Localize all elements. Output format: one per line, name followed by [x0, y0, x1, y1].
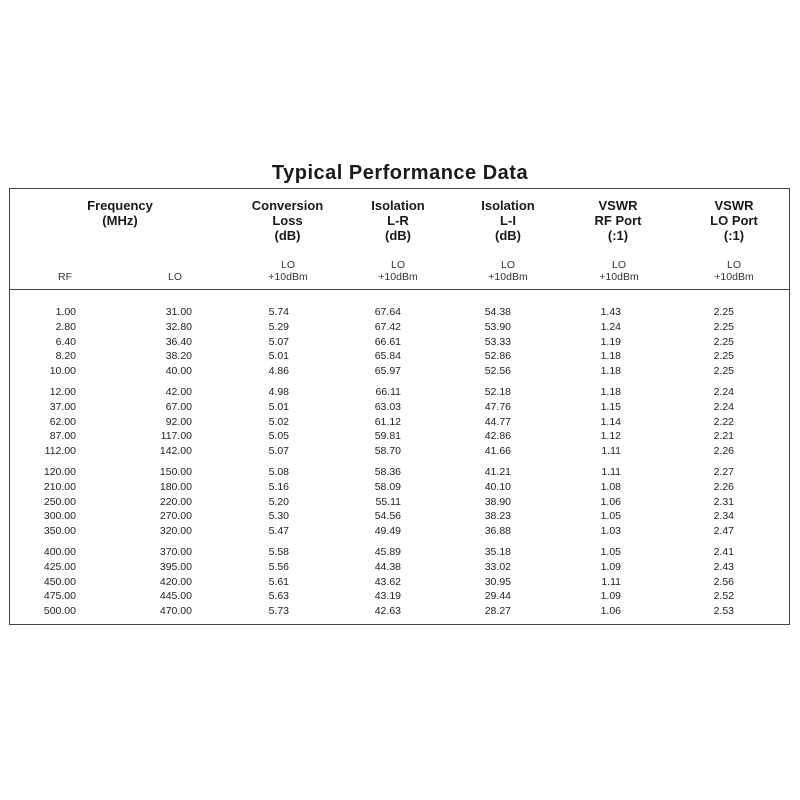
- table-row: [10, 480, 734, 495]
- table-cell: 370.00: [159, 545, 192, 558]
- table-row: [10, 495, 734, 510]
- table-cell: 120.00: [43, 465, 76, 478]
- table-cell: 5.74: [268, 306, 289, 318]
- table-cell: 2.21: [713, 430, 734, 443]
- table-cell: 42.63: [374, 605, 401, 618]
- table-cell: 1.15: [600, 400, 621, 413]
- table-row: [10, 604, 734, 619]
- table-cell: 53.33: [484, 335, 511, 348]
- table-cell: 395.00: [159, 560, 192, 573]
- table-cell: 1.03: [600, 525, 621, 538]
- table-cell: 41.66: [484, 445, 511, 458]
- table-cell: 52.86: [484, 350, 511, 363]
- table-cell: 59.81: [374, 430, 401, 443]
- table-cell: 43.19: [374, 590, 401, 603]
- table-cell: 67.42: [374, 320, 401, 333]
- table-row: [10, 444, 734, 459]
- table-cell: 5.16: [268, 480, 289, 493]
- table-cell: 65.97: [374, 365, 401, 378]
- table-cell: 5.02: [268, 415, 289, 428]
- table-cell: 58.09: [374, 480, 401, 493]
- table-cell: 1.14: [600, 415, 621, 428]
- table-row: [10, 545, 734, 560]
- table-cell: 58.70: [374, 445, 401, 458]
- table-cell: 2.27: [713, 465, 734, 478]
- table-cell: 5.30: [268, 510, 289, 523]
- table-row: [10, 364, 734, 379]
- table-cell: 1.05: [600, 545, 621, 558]
- subheader-isolation-li: LO +10dBm: [488, 259, 528, 283]
- subheader-vswr-lo: LO +10dBm: [714, 259, 754, 283]
- table-cell: 300.00: [43, 510, 76, 523]
- table-cell: 180.00: [159, 480, 192, 493]
- table-cell: 270.00: [159, 510, 192, 523]
- table-cell: 1.18: [600, 350, 621, 363]
- table-cell: 2.25: [713, 306, 734, 318]
- table-cell: 470.00: [159, 605, 192, 618]
- table-cell: 2.26: [713, 445, 734, 458]
- header-conversion-loss: Conversion Loss (dB): [251, 198, 324, 243]
- table-cell: 30.95: [484, 575, 511, 588]
- table-cell: 12.00: [49, 385, 76, 398]
- table-cell: 31.00: [165, 306, 192, 318]
- table-cell: 52.56: [484, 365, 511, 378]
- subheader-vswr-rf: LO +10dBm: [599, 259, 639, 283]
- table-cell: 2.80: [55, 320, 76, 333]
- header-vswr-rf: VSWR RF Port (:1): [594, 198, 642, 243]
- table-cell: 5.61: [268, 575, 289, 588]
- table-cell: 1.09: [600, 590, 621, 603]
- subheader-conversion-loss: LO +10dBm: [268, 259, 308, 283]
- table-cell: 250.00: [43, 495, 76, 508]
- table-cell: 63.03: [374, 400, 401, 413]
- table-cell: 2.24: [713, 385, 734, 398]
- table-row: [10, 575, 734, 590]
- table-cell: 53.90: [484, 320, 511, 333]
- table-cell: 65.84: [374, 350, 401, 363]
- table-cell: 1.19: [600, 335, 621, 348]
- table-cell: 2.41: [713, 545, 734, 558]
- table-cell: 2.31: [713, 495, 734, 508]
- table-row: [10, 524, 734, 539]
- table-cell: 320.00: [159, 525, 192, 538]
- table-cell: 425.00: [43, 560, 76, 573]
- table-cell: 2.26: [713, 480, 734, 493]
- table-row: [10, 560, 734, 575]
- table-row: [10, 509, 734, 524]
- table-cell: 5.07: [268, 445, 289, 458]
- table-cell: 2.52: [713, 590, 734, 603]
- table-cell: 420.00: [159, 575, 192, 588]
- table-cell: 44.77: [484, 415, 511, 428]
- table-cell: 5.29: [268, 320, 289, 333]
- table-cell: 42.86: [484, 430, 511, 443]
- table-cell: 37.00: [49, 400, 76, 413]
- table-cell: 450.00: [43, 575, 76, 588]
- table-cell: 54.38: [484, 306, 511, 318]
- table-cell: 1.18: [600, 385, 621, 398]
- table-cell: 55.11: [375, 495, 401, 508]
- table-cell: 44.38: [374, 560, 401, 573]
- table-cell: 40.10: [484, 480, 511, 493]
- subheader-isolation-lr: LO +10dBm: [378, 259, 418, 283]
- table-cell: 2.53: [713, 605, 734, 618]
- data-table: [10, 305, 734, 619]
- table-cell: 210.00: [43, 480, 76, 493]
- table-cell: 47.76: [484, 400, 511, 413]
- table-cell: 35.18: [484, 545, 511, 558]
- table-cell: 41.21: [484, 465, 511, 478]
- table-cell: 1.18: [600, 365, 621, 378]
- table-cell: 36.88: [484, 525, 511, 538]
- table-cell: 1.24: [600, 320, 621, 333]
- table-cell: 67.64: [374, 306, 401, 318]
- table-row: [10, 415, 734, 430]
- table-cell: 66.61: [374, 335, 401, 348]
- subheader-lo: LO: [168, 271, 183, 283]
- table-cell: 2.25: [713, 365, 734, 378]
- table-cell: 5.47: [268, 525, 289, 538]
- header-divider: [10, 289, 789, 290]
- table-cell: 38.20: [165, 350, 192, 363]
- table-cell: 1.12: [600, 430, 621, 443]
- table-cell: 66.11: [375, 385, 401, 398]
- table-cell: 2.22: [713, 415, 734, 428]
- table-cell: 2.47: [713, 525, 734, 538]
- table-cell: 1.11: [601, 575, 621, 588]
- table-cell: 33.02: [484, 560, 511, 573]
- table-cell: 8.20: [55, 350, 76, 363]
- header-vswr-lo: VSWR LO Port (:1): [710, 198, 758, 243]
- table-cell: 150.00: [159, 465, 192, 478]
- table-cell: 500.00: [43, 605, 76, 618]
- table-row: [10, 335, 734, 350]
- table-cell: 2.25: [713, 350, 734, 363]
- subheader-rf: RF: [58, 271, 72, 283]
- table-cell: 5.20: [268, 495, 289, 508]
- page-title: Typical Performance Data: [271, 162, 529, 184]
- table-cell: 445.00: [159, 590, 192, 603]
- table-cell: 2.43: [713, 560, 734, 573]
- table-cell: 43.62: [374, 575, 401, 588]
- table-cell: 29.44: [484, 590, 511, 603]
- table-cell: 2.56: [713, 575, 734, 588]
- table-cell: 1.00: [55, 306, 76, 318]
- table-row: [10, 349, 734, 364]
- table-cell: 1.08: [600, 480, 621, 493]
- table-cell: 2.24: [713, 400, 734, 413]
- table-cell: 350.00: [43, 525, 76, 538]
- header-isolation-li: Isolation L-I (dB): [481, 198, 535, 243]
- table-cell: 5.56: [268, 560, 289, 573]
- table-cell: 4.86: [268, 365, 289, 378]
- table-cell: 45.89: [374, 545, 401, 558]
- table-cell: 5.05: [268, 430, 289, 443]
- table-row: [10, 385, 734, 400]
- table-cell: 142.00: [159, 445, 192, 458]
- table-cell: 54.56: [374, 510, 401, 523]
- table-cell: 36.40: [165, 335, 192, 348]
- table-cell: 112.00: [44, 445, 76, 458]
- table-cell: 38.23: [484, 510, 511, 523]
- table-cell: 4.98: [268, 385, 289, 398]
- table-row: [10, 320, 734, 335]
- table-cell: 400.00: [43, 545, 76, 558]
- table-cell: 5.07: [268, 335, 289, 348]
- table-cell: 1.11: [601, 465, 621, 478]
- table-cell: 10.00: [49, 365, 76, 378]
- table-cell: 32.80: [165, 320, 192, 333]
- table-cell: 5.01: [268, 400, 289, 413]
- table-cell: 40.00: [165, 365, 192, 378]
- table-row: [10, 589, 734, 604]
- table-cell: 92.00: [165, 415, 192, 428]
- table-cell: 49.49: [374, 525, 401, 538]
- table-cell: 1.05: [600, 510, 621, 523]
- table-row: [10, 465, 734, 480]
- table-cell: 42.00: [165, 385, 192, 398]
- table-cell: 5.63: [268, 590, 289, 603]
- table-cell: 62.00: [49, 415, 76, 428]
- table-cell: 1.06: [600, 495, 621, 508]
- table-cell: 38.90: [484, 495, 511, 508]
- table-cell: 475.00: [43, 590, 76, 603]
- data-body: [10, 305, 734, 619]
- table-cell: 87.00: [49, 430, 76, 443]
- table-cell: 58.36: [374, 465, 401, 478]
- table-cell: 1.11: [601, 445, 621, 458]
- table-cell: 67.00: [165, 400, 192, 413]
- table-cell: 5.01: [268, 350, 289, 363]
- table-cell: 6.40: [55, 335, 76, 348]
- table-cell: 2.25: [713, 335, 734, 348]
- table-cell: 5.08: [268, 465, 289, 478]
- table-row: [10, 305, 734, 320]
- table-cell: 28.27: [484, 605, 511, 618]
- performance-table: [9, 188, 790, 625]
- table-row: [10, 429, 734, 444]
- table-cell: 61.12: [374, 415, 401, 428]
- table-cell: 5.73: [268, 605, 289, 618]
- table-cell: 52.18: [484, 385, 511, 398]
- table-cell: 2.25: [713, 320, 734, 333]
- header-isolation-lr: Isolation L-R (dB): [371, 198, 425, 243]
- table-cell: 1.43: [600, 306, 621, 318]
- table-cell: 220.00: [159, 495, 192, 508]
- table-cell: 1.09: [600, 560, 621, 573]
- table-cell: 5.58: [268, 545, 289, 558]
- table-cell: 1.06: [600, 605, 621, 618]
- table-cell: 117.00: [160, 430, 192, 443]
- table-cell: 2.34: [713, 510, 734, 523]
- table-row: [10, 400, 734, 415]
- header-frequency: Frequency (MHz): [87, 198, 153, 228]
